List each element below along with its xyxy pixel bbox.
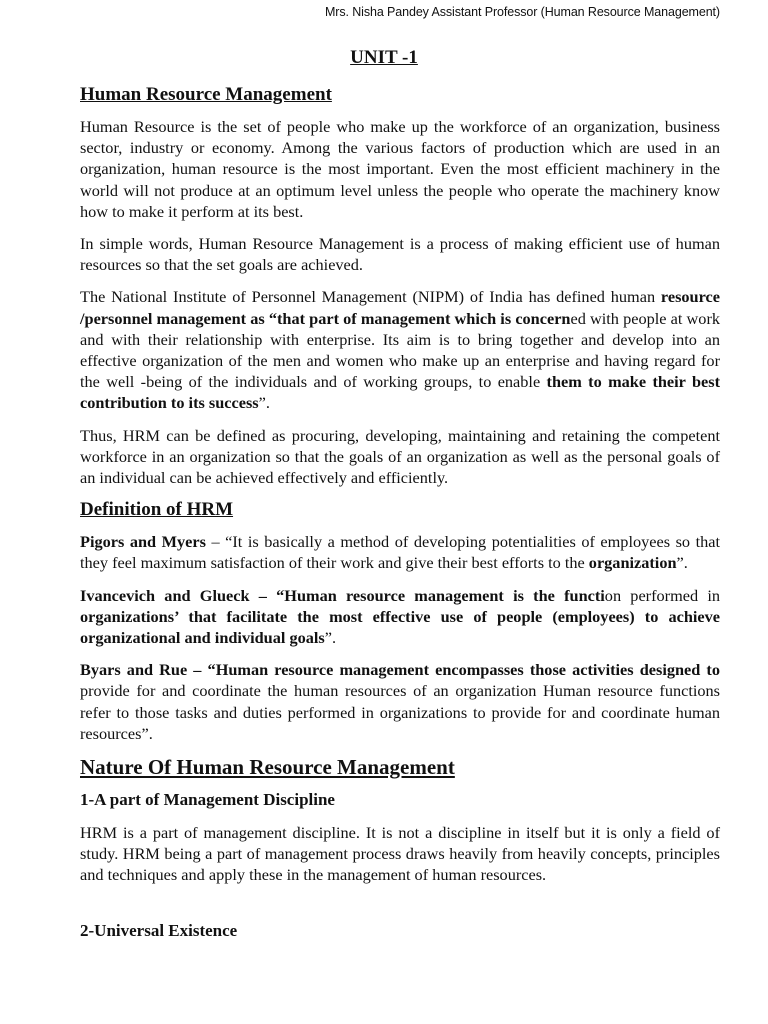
def-author-ivancevich-glueck: Ivancevich and Glueck (80, 585, 250, 605)
nipm-text-e: ”. (258, 393, 270, 413)
def2-text-c: organizations’ that facilitate the most effective use of people (employees) to achieve organizational and individual goals (80, 606, 720, 648)
def-author-pigors-myers: Pigors and Myers (80, 532, 206, 552)
nipm-text-d: them to make their best contribution to its success (80, 372, 721, 413)
paragraph-hrm-simple-words: In simple words, Human Resource Management is a process of making efficient use of human resources so that the set goals are achieved. (80, 234, 720, 275)
subheading-universal-existence: 2-Universal Existence (80, 920, 238, 940)
nipm-text-b: resource /personnel management as “that part of management which is concern (80, 287, 720, 328)
def2-text-d: ”. (324, 628, 337, 648)
unit-title: UNIT -1 (350, 47, 418, 68)
definition-byars-rue (80, 659, 720, 744)
document-body (80, 84, 720, 953)
paragraph-nipm-definition (80, 286, 720, 413)
paragraph-hr-intro: Human Resource is the set of people who make up the workforce of an organization, business sector, industry or economy. Among the various factors of production which are used in an organization, human resource is the most important. Even the most efficient machinery in the world will not produce at an optimum level unless the people who operate the machinery know how to make it perform at its best. (80, 117, 720, 221)
author-header: Mrs. Nisha Pandey Assistant Professor (Human Resource Management) (324, 5, 720, 19)
nipm-text-a: The National Institute of Personnel Management (NIPM) of India has defined human (80, 287, 661, 307)
def1-text-c: ”. (676, 553, 688, 573)
paragraph-hrm-thus: Thus, HRM can be defined as procuring, developing, maintaining and retaining the competent workforce in an organization so that the goals of an organization as well as the personal goals of an individual can be achieved effectively and efficiently. (80, 425, 720, 488)
paragraph-management-discipline: HRM is a part of management discipline. It is not a discipline in itself but it is only a field of study. HRM being a part of management process draws heavily from heavily concepts, principles and techniques and apply these in the management of human resources. (80, 823, 720, 885)
def1-text-a: – “It is basically a method of developing potentialities of employees so that they feel maximum satisfaction of their work and give their best efforts to the (80, 532, 720, 573)
def-author-byars-rue: Byars and Rue (80, 660, 188, 680)
definition-ivancevich-glueck (80, 585, 720, 649)
spacer (80, 897, 720, 921)
nipm-text-c: ed with people at work and with their relationship with enterprise. Its aim is to bring together and develop into an effective organization of the men and women who make up an enterprise and having regard for the well -being of the individuals and of working groups, to enable (80, 308, 721, 392)
def3-text-a: – “Human resource management encompasses those activities designed to (187, 660, 720, 680)
heading-human-resource-management: Human Resource Management (80, 84, 332, 105)
def2-text-a: – “Human resource management is the functi (249, 585, 605, 605)
def1-text-b: organization (588, 553, 677, 573)
heading-definition-of-hrm: Definition of HRM (80, 499, 234, 521)
definition-pigors-myers (80, 531, 720, 573)
subheading-management-discipline: 1-A part of Management Discipline (80, 790, 335, 810)
heading-nature-of-hrm: Nature Of Human Resource Management (80, 755, 455, 780)
def3-text-b: provide for and coordinate the human resources of an organization Human resource functions refer to those tasks and duties performed in organizations to provide for and coordinate human resources”. (80, 681, 720, 743)
def2-text-b: on performed in (604, 585, 721, 605)
